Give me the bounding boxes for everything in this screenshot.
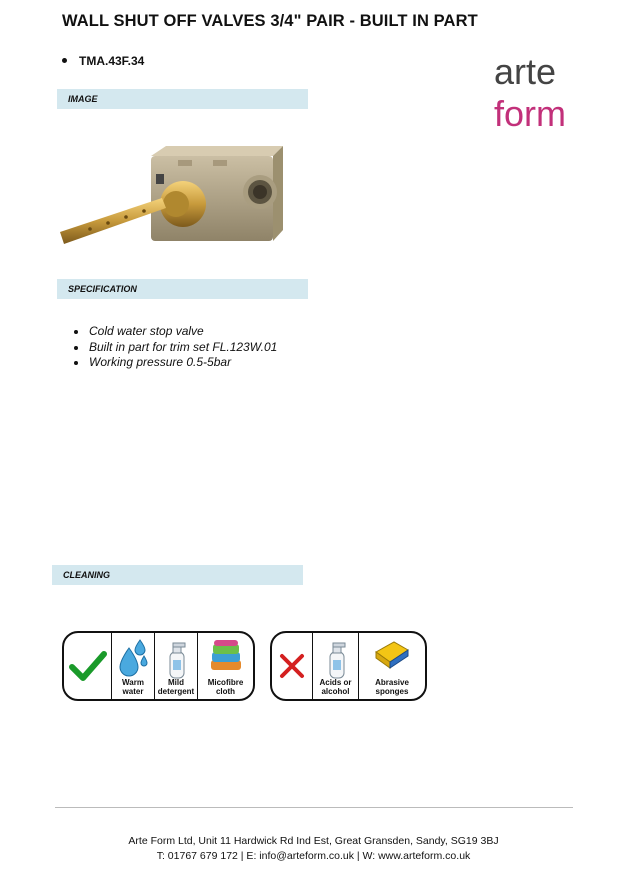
check-icon — [69, 651, 107, 681]
cleaning-item — [197, 633, 253, 699]
list-item: Working pressure 0.5-5bar — [72, 355, 277, 371]
product-code-item — [62, 54, 144, 68]
footer-address: Arte Form Ltd, Unit 11 Hardwick Rd Ind Est, Great Gransden, Sandy, SG19 3BJ — [128, 835, 499, 847]
cleaning-do-panel — [62, 631, 255, 701]
cleaning-item — [154, 633, 197, 699]
cleaning-item — [111, 633, 154, 699]
logo-line-1: arte — [494, 51, 557, 92]
cross-icon — [277, 651, 307, 681]
specification-list — [72, 324, 277, 371]
list-item: Built in part for trim set FL.123W.01 — [72, 340, 277, 356]
cloths-icon — [207, 638, 245, 676]
cleaning-caption: Acids or alcohol — [319, 678, 352, 696]
section-header-cleaning: CLEANING — [52, 565, 303, 585]
cleaning-caption: Abrasive sponges — [375, 678, 409, 696]
product-image — [58, 146, 288, 256]
sponge-icon — [372, 638, 412, 674]
cleaning-item — [358, 633, 425, 699]
cleaning-item — [312, 633, 358, 699]
section-header-specification: SPECIFICATION — [57, 279, 308, 299]
water-drops-icon — [117, 638, 149, 680]
list-item: Cold water stop valve — [72, 324, 277, 340]
recommended-indicator — [64, 633, 111, 699]
cleaning-dont-panel — [270, 631, 427, 701]
section-header-image: IMAGE — [57, 89, 308, 109]
not-recommended-indicator — [272, 633, 312, 699]
bullet — [62, 58, 67, 63]
page-title: WALL SHUT OFF VALVES 3/4" PAIR - BUILT IN PART — [62, 12, 478, 30]
product-code: TMA.43F.34 — [79, 54, 145, 68]
cleaning-caption: Warm water — [122, 678, 144, 696]
cleaning-caption: Micofibre cloth — [207, 678, 244, 696]
logo-line-2: form — [494, 93, 566, 134]
cleaning-caption: Mild detergent — [157, 678, 195, 696]
spray-bottle-icon — [320, 638, 352, 680]
footer-divider — [55, 807, 573, 808]
spray-bottle-icon — [160, 638, 192, 680]
footer-contact: T: 01767 679 172 | E: info@arteform.co.uk | W: www.arteform.co.uk — [156, 850, 471, 862]
